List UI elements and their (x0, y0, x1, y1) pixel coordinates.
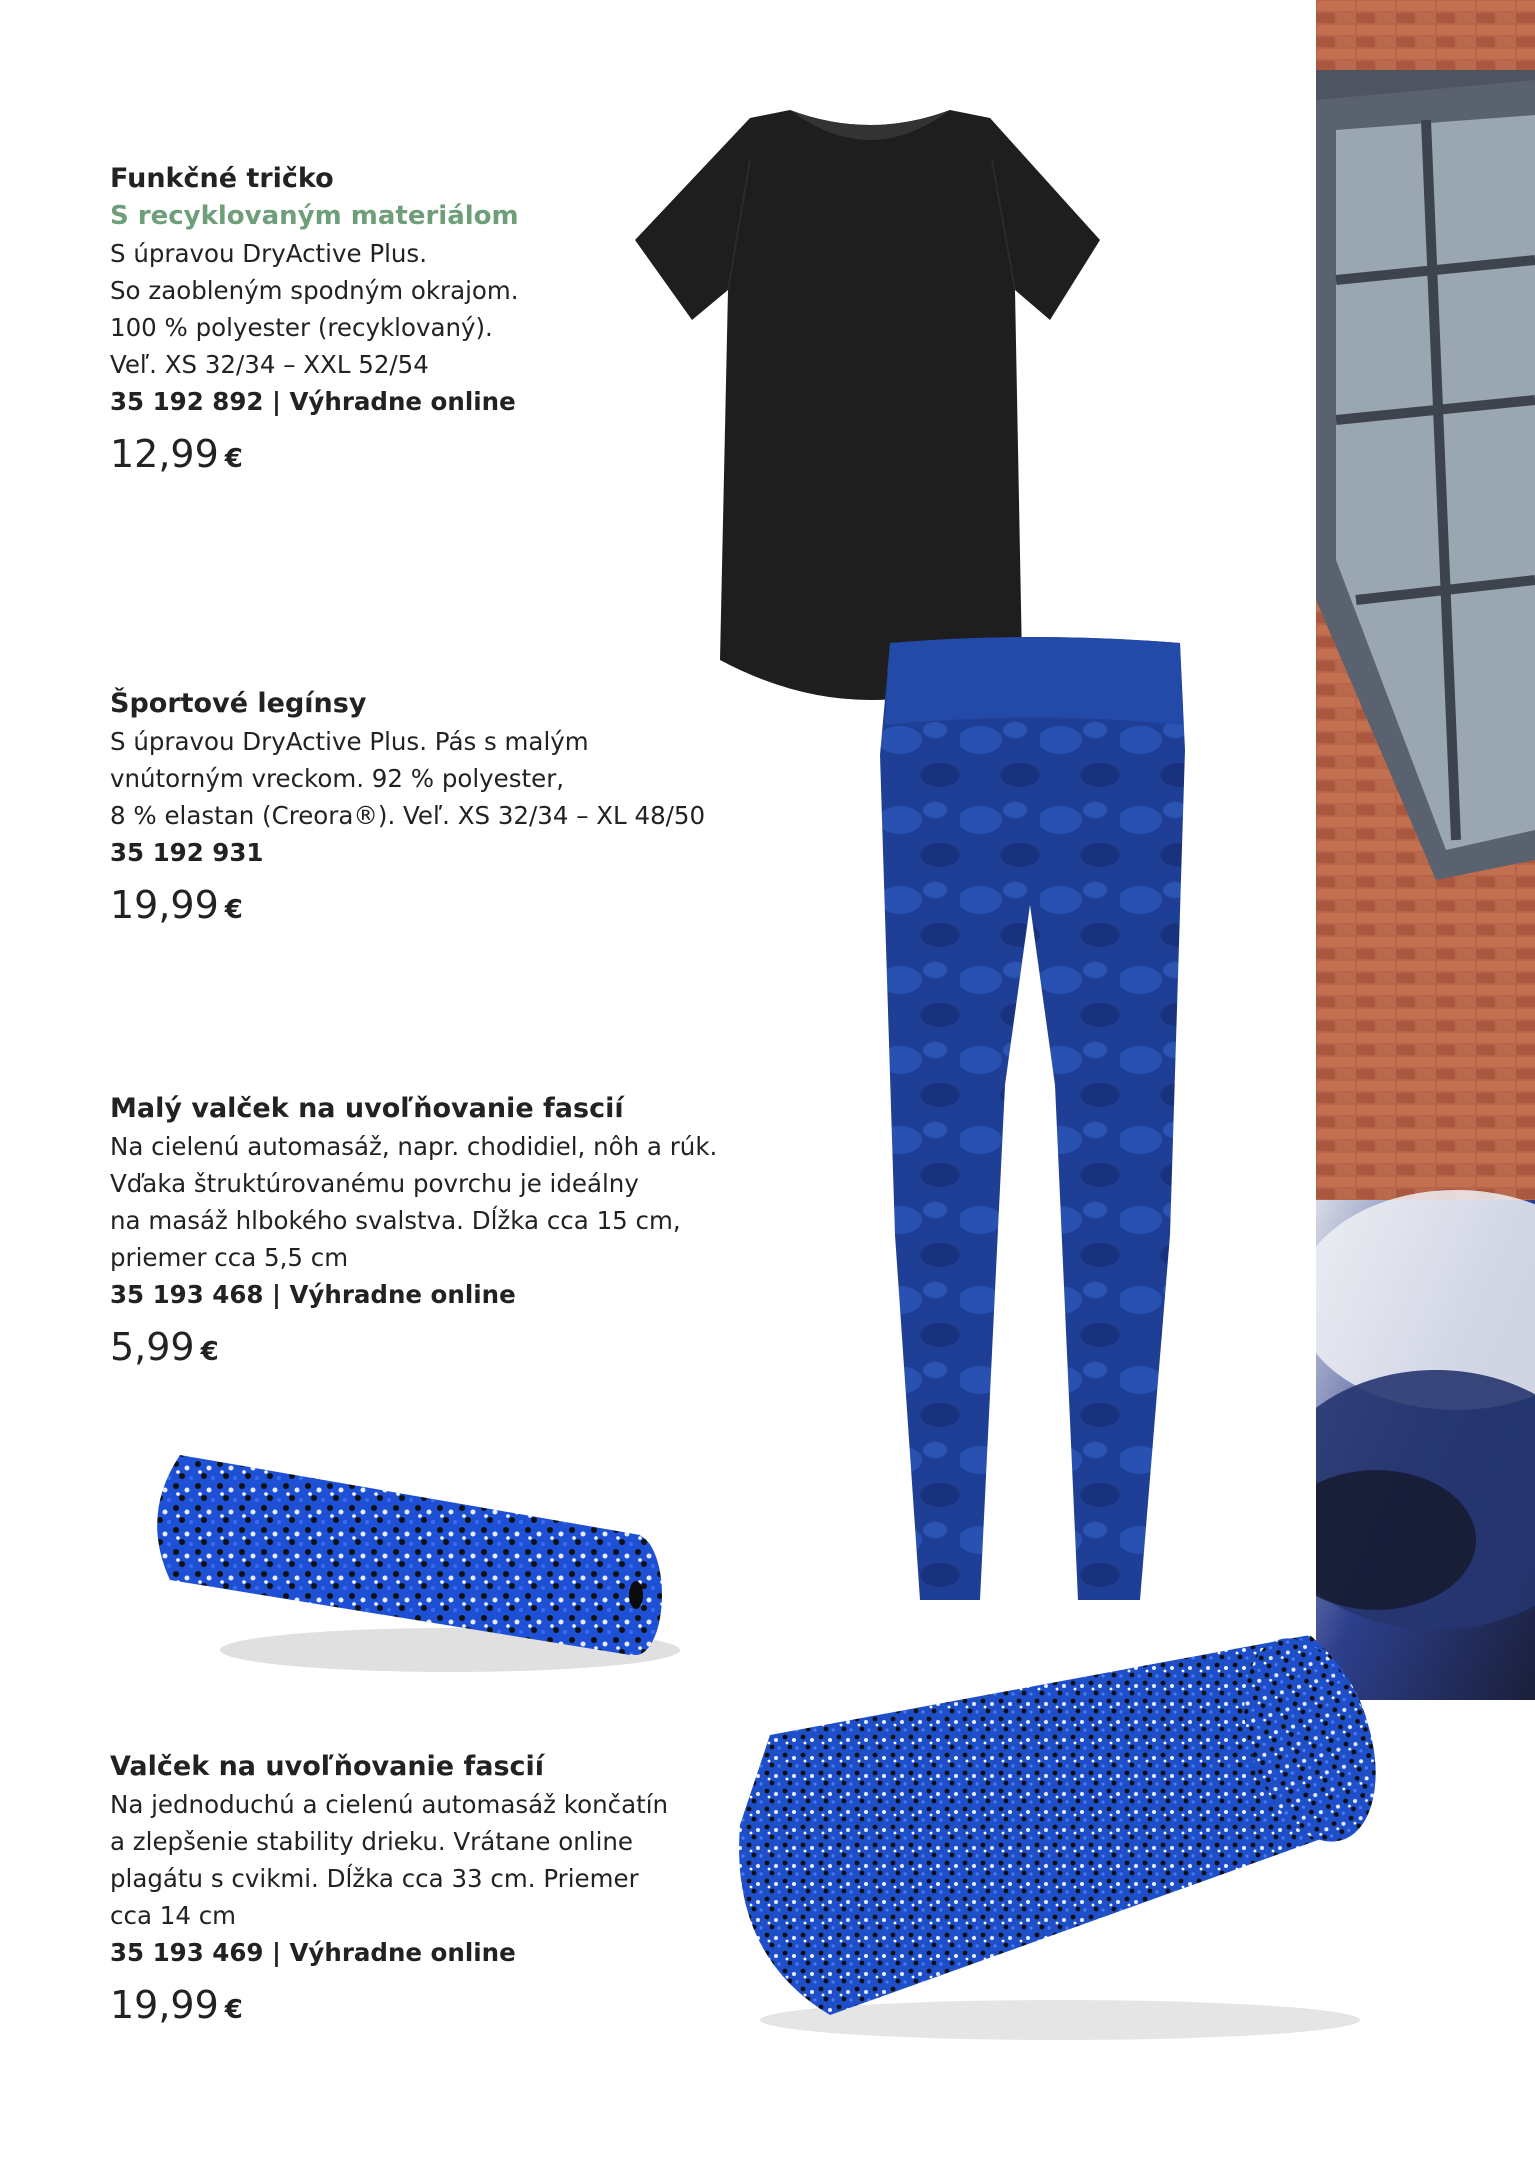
product-sku: 35 192 892 | Výhradne online (110, 387, 516, 416)
product-desc-line: plagátu s cvikmi. Dĺžka cca 33 cm. Priemer (110, 1864, 639, 1893)
product-desc-line: 8 % elastan (Creora®). Veľ. XS 32/34 – XL 48/50 (110, 801, 706, 830)
price-currency: € (224, 895, 243, 925)
price-value: 19,99 (110, 883, 219, 927)
product-desc-line: 100 % polyester (recyklovaný). (110, 313, 493, 342)
product-title: Malý valček na uvoľňovanie fascií (110, 1093, 624, 1124)
price-value: 12,99 (110, 432, 219, 476)
leggings-image (880, 635, 1190, 1610)
product-price (110, 1981, 730, 2029)
price-value: 19,99 (110, 1983, 219, 2027)
product-title: Valček na uvoľňovanie fascií (110, 1751, 545, 1782)
lifestyle-photo (1316, 0, 1535, 1700)
product-desc-line: na masáž hlbokého svalstva. Dĺžka cca 15 cm, (110, 1206, 681, 1235)
product-desc-line: Na cielenú automasáž, napr. chodidiel, nôh a rúk. (110, 1132, 718, 1161)
product-desc-line: priemer cca 5,5 cm (110, 1243, 349, 1272)
product-title: Športové legínsy (110, 688, 367, 719)
price-value: 5,99 (110, 1325, 195, 1369)
product-desc-line: S úpravou DryActive Plus. (110, 239, 427, 268)
product-desc-line: vnútorným vreckom. 92 % polyester, (110, 764, 565, 793)
product-sku: 35 192 931 (110, 838, 264, 867)
product-desc-line: So zaobleným spodným okrajom. (110, 276, 519, 305)
product-desc-line: Na jednoduchú a cielenú automasáž končatín (110, 1790, 669, 1819)
product-desc-line: cca 14 cm (110, 1901, 237, 1930)
price-currency: € (200, 1337, 219, 1367)
price-currency: € (224, 444, 243, 474)
product-desc-line: Veľ. XS 32/34 – XXL 52/54 (110, 350, 429, 379)
price-currency: € (224, 1995, 243, 2025)
product-fascia-roller (110, 1748, 730, 2029)
product-subtitle: S recyklovaným materiálom (110, 201, 519, 231)
large-roller-image (710, 1625, 1400, 2045)
product-sku: 35 193 469 | Výhradne online (110, 1938, 516, 1967)
small-roller-image (150, 1415, 690, 1680)
product-price (110, 881, 730, 929)
product-desc-line: S úpravou DryActive Plus. Pás s malým (110, 727, 589, 756)
product-small-fascia-roller (110, 1090, 730, 1371)
product-sku: 35 193 468 | Výhradne online (110, 1280, 516, 1309)
product-title: Funkčné tričko (110, 163, 334, 194)
product-price (110, 1323, 730, 1371)
product-desc-line: Vďaka štruktúrovanému povrchu je ideálny (110, 1169, 639, 1198)
product-desc-line: a zlepšenie stability drieku. Vrátane online (110, 1827, 634, 1856)
